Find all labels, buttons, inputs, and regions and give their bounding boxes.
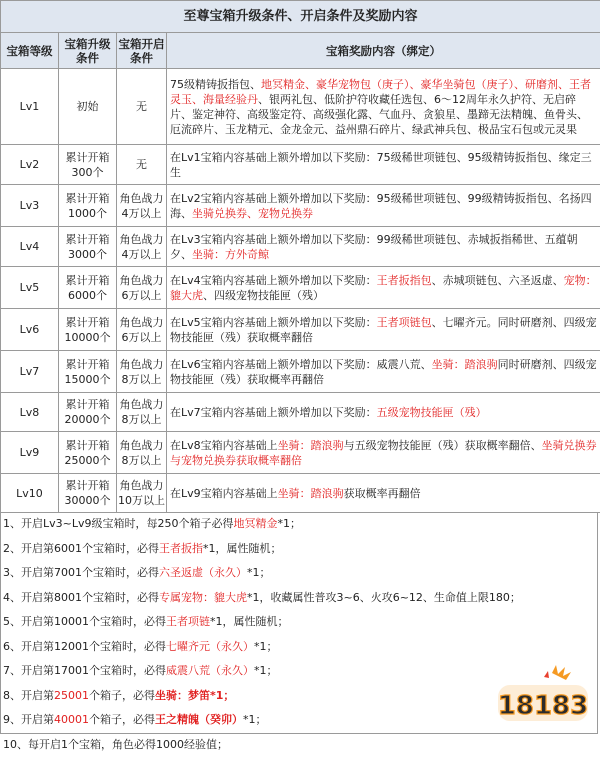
text-segment: 在Lv2宝箱内容基础上额外增加以下奖励：95级稀世项链包、99级精铸扳指包、名扬四海、: [170, 192, 592, 220]
cell-upgrade-condition: 累计开箱1000个: [59, 185, 117, 227]
cell-reward: [167, 393, 600, 432]
text-segment: 同时研磨剂、四级宠物技能匣（残）获取概率再翻倍: [170, 358, 597, 386]
text-segment: *1；: [254, 640, 278, 653]
highlight-text: 王者项链: [166, 615, 210, 628]
highlight-text: 威震八荒（永久）: [166, 664, 254, 677]
cell-reward: [167, 227, 600, 267]
highlight-text: 七曜齐元（永久）: [166, 640, 254, 653]
text-segment: 在Lv9宝箱内容基础上: [170, 487, 278, 500]
highlight-text: 坐骑兑换券、宠物兑换券: [192, 207, 313, 220]
highlight-text: 王者项链包: [377, 316, 432, 329]
table-row: [1, 145, 600, 185]
cell-open-condition: 无: [117, 69, 167, 145]
text-segment: 与五级宠物技能匣（残）获取概率翻倍、: [344, 439, 542, 452]
note-line: [3, 537, 595, 562]
text-segment: 获取概率再翻倍: [344, 487, 421, 500]
text-segment: 3、开启第7001个宝箱时，必得: [3, 566, 159, 579]
cell-upgrade-condition: 初始: [59, 69, 117, 145]
highlight-text: 宠物：貔大虎: [170, 274, 597, 302]
highlight-text: 王者扳指包: [377, 274, 432, 287]
text-segment: 在Lv1宝箱内容基础上额外增加以下奖励：75级稀世项链包、95级精铸扳指包、缘定三生: [170, 151, 592, 179]
table-row: [1, 69, 600, 145]
text-segment: 1、开启Lv3~Lv9级宝箱时，每250个箱子必得: [3, 517, 233, 530]
highlight-text: 地冥精金: [233, 517, 277, 530]
cell-upgrade-condition: 累计开箱30000个: [59, 474, 117, 513]
text-segment: 9、开启第: [3, 713, 54, 726]
text-segment: 10、每开启1个宝箱，角色必得1000经验值；: [3, 738, 228, 751]
table-row: [1, 309, 600, 351]
cell-open-condition: 角色战力8万以上: [117, 432, 167, 474]
table-row: [1, 351, 600, 393]
highlight-text: 25001: [54, 689, 89, 702]
logo-burst-icon: [544, 665, 571, 680]
text-segment: *1；: [277, 517, 301, 530]
cell-open-condition: 角色战力4万以上: [117, 227, 167, 267]
note-line: [3, 733, 595, 757]
text-segment: 7、开启第17001个宝箱时，必得: [3, 664, 166, 677]
highlight-text: 六圣返虚（永久）: [159, 566, 247, 579]
cell-level: Lv10: [1, 474, 59, 513]
header-reward: 宝箱奖励内容（绑定）: [167, 33, 600, 69]
cell-reward: [167, 69, 600, 145]
svg-text:18183: 18183: [498, 691, 588, 721]
header-open: 宝箱开启条件: [117, 33, 167, 69]
text-segment: 2、开启第6001个宝箱时，必得: [3, 542, 159, 555]
highlight-text: 坐骑：踏浪驹: [278, 487, 344, 500]
text-segment: 在Lv7宝箱内容基础上额外增加以下奖励：: [170, 406, 377, 419]
text-segment: 、四级宠物技能匣（残）: [203, 289, 324, 302]
cell-reward: [167, 351, 600, 393]
table-row: [1, 227, 600, 267]
highlight-text: 坐骑：踏浪驹: [278, 439, 344, 452]
cell-upgrade-condition: 累计开箱300个: [59, 145, 117, 185]
highlight-text: 五级宠物技能匣（残）: [377, 406, 487, 419]
table-row: [1, 267, 600, 309]
cell-reward: [167, 309, 600, 351]
cell-reward: [167, 432, 600, 474]
cell-upgrade-condition: 累计开箱3000个: [59, 227, 117, 267]
note-line: [3, 561, 595, 586]
highlight-text: 坐骑：踏浪驹: [432, 358, 498, 371]
cell-open-condition: 角色战力8万以上: [117, 351, 167, 393]
text-segment: 在Lv8宝箱内容基础上: [170, 439, 278, 452]
highlight-text: 王之精魄（癸卯）: [155, 713, 243, 726]
cell-open-condition: 角色战力8万以上: [117, 393, 167, 432]
table-row: [1, 432, 600, 474]
highlight-text: 坐骑：梦笛*1；: [155, 689, 234, 702]
highlight-text: 专属宠物：貔大虎: [159, 591, 247, 604]
text-segment: 75级精铸扳指包、: [170, 78, 261, 91]
cell-upgrade-condition: 累计开箱15000个: [59, 351, 117, 393]
text-segment: 8、开启第: [3, 689, 54, 702]
logo-text: [498, 685, 588, 721]
text-segment: 4、开启第8001个宝箱时，必得: [3, 591, 159, 604]
cell-level: Lv8: [1, 393, 59, 432]
cell-level: Lv3: [1, 185, 59, 227]
cell-reward: [167, 267, 600, 309]
cell-open-condition: 角色战力10万以上: [117, 474, 167, 513]
cell-level: Lv9: [1, 432, 59, 474]
cell-level: Lv4: [1, 227, 59, 267]
highlight-text: 坐骑：方外奇鲸: [192, 248, 269, 261]
text-segment: *1；: [247, 566, 271, 579]
cell-level: Lv5: [1, 267, 59, 309]
text-segment: 个箱子，必得: [89, 689, 155, 702]
cell-reward: [167, 185, 600, 227]
text-segment: 5、开启第10001个宝箱时，必得: [3, 615, 166, 628]
header-upgrade: 宝箱升级条件: [59, 33, 117, 69]
text-segment: 在Lv4宝箱内容基础上额外增加以下奖励：: [170, 274, 377, 287]
cell-level: Lv1: [1, 69, 59, 145]
highlight-text: 地冥精金、豪华宠物包（庚子）、豪华坐骑包（庚子）、: [261, 78, 525, 91]
note-line: [3, 512, 595, 537]
cell-level: Lv7: [1, 351, 59, 393]
text-segment: 在Lv3宝箱内容基础上额外增加以下奖励：99级稀世项链包、赤城扳指稀世、五蕴朝夕、: [170, 233, 578, 261]
cell-upgrade-condition: 累计开箱25000个: [59, 432, 117, 474]
cell-upgrade-condition: 累计开箱6000个: [59, 267, 117, 309]
table-row: [1, 393, 600, 432]
text-segment: 6、开启第12001个宝箱时，必得: [3, 640, 166, 653]
cell-upgrade-condition: 累计开箱20000个: [59, 393, 117, 432]
cell-open-condition: 角色战力6万以上: [117, 309, 167, 351]
text-segment: *1，收藏属性普攻3~6、火攻6~12、生命值上限180；: [247, 591, 521, 604]
text-segment: 、银两礼包、低阶护符收藏任选包、6～12周年永久护符、无启碎片、鉴定神符、高级鉴定符、高级强化露、气血丹、贪狼星、墨蹄无法精魄、鱼骨头、厄流碎片、玉龙精元、金龙金元、益州鼎石碎片、绿武神兵包、极品宝石包或元灵果: [170, 93, 588, 136]
cell-open-condition: 角色战力6万以上: [117, 267, 167, 309]
site-logo-18183: [494, 663, 592, 729]
cell-upgrade-condition: 累计开箱10000个: [59, 309, 117, 351]
text-segment: 、七曜齐元。同时研磨剂、四级宠物技能匣（残）获取概率翻倍: [170, 316, 597, 344]
text-segment: *1，属性随机；: [203, 542, 282, 555]
header-level: 宝箱等级: [1, 33, 59, 69]
cell-open-condition: 角色战力4万以上: [117, 185, 167, 227]
cell-open-condition: 无: [117, 145, 167, 185]
table-row: [1, 474, 600, 513]
note-line: [3, 610, 595, 635]
table-title: 至尊宝箱升级条件、开启条件及奖励内容: [1, 1, 600, 33]
highlight-text: 坐骑兑换券与宠物兑换券获取概率翻倍: [170, 439, 597, 467]
text-segment: 、赤城项链包、六圣返虚、: [432, 274, 564, 287]
text-segment: *1，属性随机；: [210, 615, 289, 628]
table-row: [1, 185, 600, 227]
highlight-text: 40001: [54, 713, 89, 726]
highlight-text: 研磨剂、王者灵玉、海量经验丹: [170, 78, 591, 106]
text-segment: 在Lv5宝箱内容基础上额外增加以下奖励：: [170, 316, 377, 329]
highlight-text: 王者扳指: [159, 542, 203, 555]
cell-reward: [167, 474, 600, 513]
cell-level: Lv2: [1, 145, 59, 185]
note-line: [3, 635, 595, 660]
text-segment: *1；: [254, 664, 278, 677]
note-line: [3, 586, 595, 611]
text-segment: 在Lv6宝箱内容基础上额外增加以下奖励：威震八荒、: [170, 358, 432, 371]
cell-reward: [167, 145, 600, 185]
cell-level: Lv6: [1, 309, 59, 351]
text-segment: 个箱子，必得: [89, 713, 155, 726]
text-segment: *1；: [243, 713, 267, 726]
